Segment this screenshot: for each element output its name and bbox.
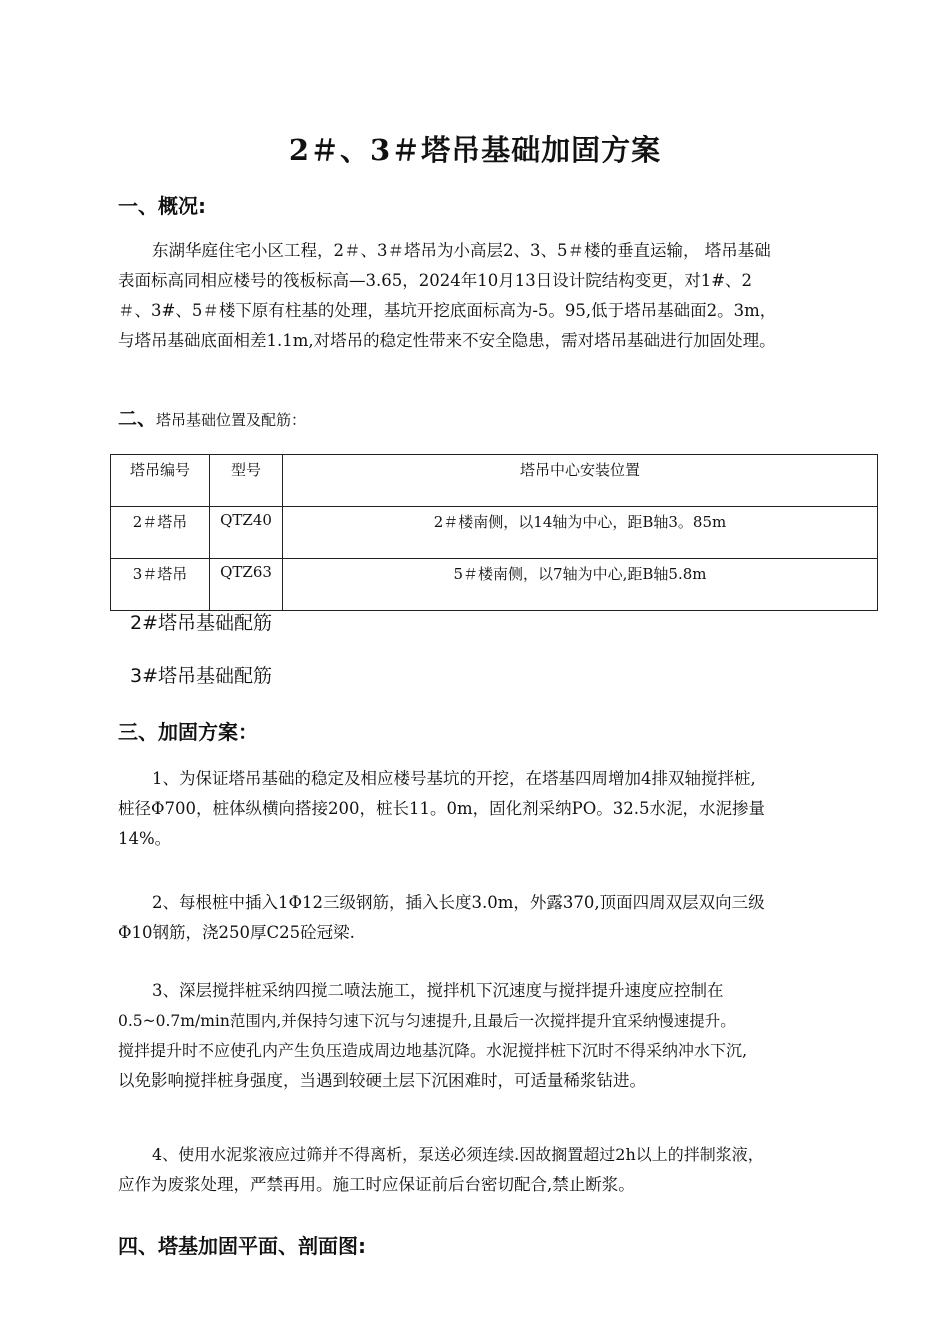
section-3-paragraph-2 xyxy=(118,888,884,948)
paragraph-line: ＃、3#、5＃楼下原有柱基的处理，基坑开挖底面标高为-5。95,低于塔吊基础面2。3m， xyxy=(118,301,777,320)
paragraph-line: 桩径Φ700，桩体纵横向搭接200，桩长11。0m，固化剂采纳PO。32.5水泥，水泥掺量 xyxy=(118,799,766,818)
section-1-paragraph xyxy=(118,236,884,356)
rebar-label-3: 3#塔吊基础配筋 xyxy=(130,665,273,687)
paragraph-line: 4、使用水泥浆液应过筛并不得离析，泵送必须连续.因故搁置超过2h以上的拌制浆液， xyxy=(152,1145,764,1164)
header-crane-number: 塔吊编号 xyxy=(111,455,210,507)
paragraph-line: 3、深层搅拌桩采纳四搅二喷法施工，搅拌机下沉速度与搅拌提升速度应控制在 xyxy=(152,981,724,1000)
section-3-heading: 三、加固方案： xyxy=(118,720,258,744)
cell-install-position: 5＃楼南侧，以7轴为中心,距B轴5.8m xyxy=(283,559,878,611)
header-install-position: 塔吊中心安装位置 xyxy=(283,455,878,507)
cell-crane-number: 2＃塔吊 xyxy=(111,507,210,559)
paragraph-line: 14%。 xyxy=(118,829,172,848)
paragraph-line: 东湖华庭住宅小区工程，2＃、3＃塔吊为小高层2、3、5＃楼的垂直运输， 塔吊基础 xyxy=(152,241,771,260)
table-row xyxy=(111,559,878,611)
paragraph-line: 搅拌提升时不应使孔内产生负压造成周边地基沉降。水泥搅拌桩下沉时不得采纳冲水下沉, xyxy=(118,1041,748,1060)
section-2-title: 塔吊基础位置及配筋： xyxy=(156,411,307,429)
paragraph-line: 与塔吊基础底面相差1.1m,对塔吊的稳定性带来不安全隐患，需对塔吊基础进行加固处理。 xyxy=(118,331,776,350)
section-4-heading: 四、塔基加固平面、剖面图: xyxy=(118,1234,366,1258)
paragraph-line: 以免影响搅拌桩身强度，当遇到较硬土层下沉困难时，可适量稀浆钻进。 xyxy=(118,1071,646,1090)
paragraph-line: 应作为废浆处理，严禁再用。施工时应保证前后台密切配合,禁止断浆。 xyxy=(118,1175,635,1194)
table-header-row xyxy=(111,455,878,507)
rebar-label-2: 2#塔吊基础配筋 xyxy=(130,612,273,634)
section-3-paragraph-1 xyxy=(118,764,884,854)
header-model: 型号 xyxy=(210,455,283,507)
cell-crane-number: 3＃塔吊 xyxy=(111,559,210,611)
cell-model: QTZ40 xyxy=(210,507,283,559)
section-1-heading: 一、概况: xyxy=(118,194,206,218)
section-2-number: 二、 xyxy=(118,408,157,430)
table-row xyxy=(111,507,878,559)
paragraph-line: 表面标高同相应楼号的筏板标高—3.65，2024年10月13日设计院结构变更，对1#、2 xyxy=(118,271,753,290)
cell-install-position: 2＃楼南侧，以14轴为中心，距B轴3。85m xyxy=(283,507,878,559)
crane-position-table xyxy=(110,454,878,611)
paragraph-line: 1、为保证塔吊基础的稳定及相应楼号基坑的开挖，在塔基四周增加4排双轴搅拌桩, xyxy=(152,769,756,788)
section-3-paragraph-4 xyxy=(118,1140,884,1200)
paragraph-line: Φ10钢筋，浇250厚C25砼冠梁. xyxy=(118,923,355,942)
page-title: 2＃、3＃塔吊基础加固方案 xyxy=(288,133,662,167)
paragraph-line: 2、每根桩中插入1Φ12三级钢筋，插入长度3.0m，外露370,顶面四周双层双向三级 xyxy=(152,893,765,912)
cell-model: QTZ63 xyxy=(210,559,283,611)
section-3-paragraph-3 xyxy=(118,976,884,1096)
section-2-heading xyxy=(118,404,306,431)
paragraph-line: 0.5~0.7m/min范围内,并保持匀速下沉与匀速提升,且最后一次搅拌提升宜采纳慢速提升。 xyxy=(118,1012,736,1030)
